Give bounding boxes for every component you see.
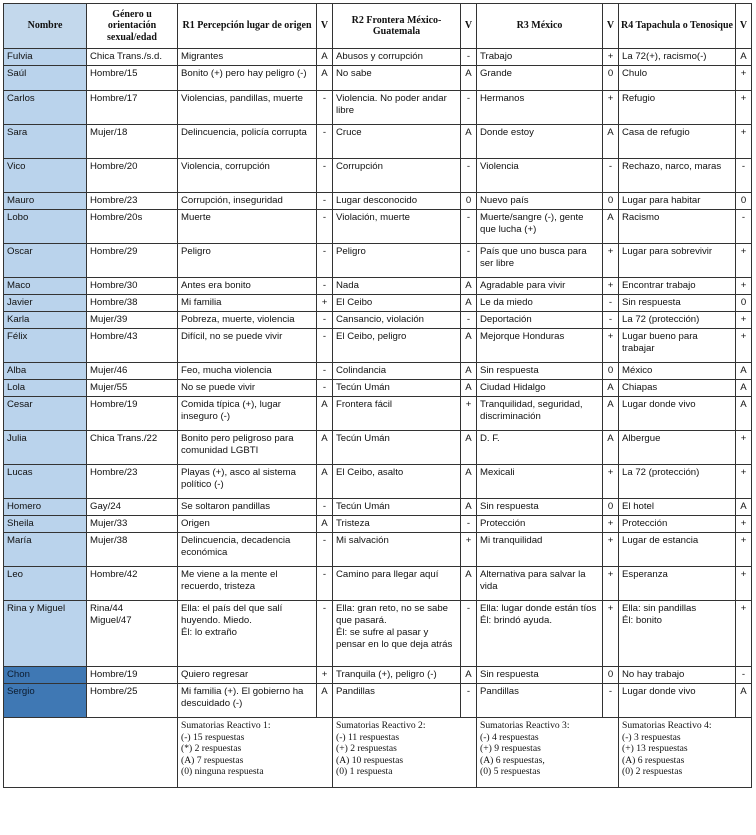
- name-cell: Lucas: [4, 465, 87, 499]
- name-cell: Mauro: [4, 193, 87, 210]
- r2-cell: Abusos y corrupción: [333, 49, 461, 66]
- name-cell: Oscar: [4, 244, 87, 278]
- r2-cell: Violación, muerte: [333, 210, 461, 244]
- table-row: [4, 312, 752, 329]
- r2-cell: El Ceibo: [333, 295, 461, 312]
- summary-r4: Sumatorias Reactivo 4: (-) 3 respuestas (+) 13 respuestas (A) 6 respuestas (0) 2 respuestas: [619, 718, 752, 788]
- r3-cell: Agradable para vivir: [477, 278, 603, 295]
- name-cell: Vico: [4, 159, 87, 193]
- r3-cell: Grande: [477, 66, 603, 91]
- v3-cell: +: [603, 516, 619, 533]
- v3-cell: 0: [603, 363, 619, 380]
- v1-cell: A: [317, 66, 333, 91]
- r1-cell: Antes era bonito: [178, 278, 317, 295]
- v3-cell: A: [603, 125, 619, 159]
- v3-cell: -: [603, 312, 619, 329]
- gender-cell: Hombre/38: [87, 295, 178, 312]
- v4-cell: 0: [736, 295, 752, 312]
- header-r4: R4 Tapachula o Tenosique: [619, 4, 736, 49]
- v4-cell: A: [736, 49, 752, 66]
- r3-cell: Deportación: [477, 312, 603, 329]
- v3-cell: 0: [603, 66, 619, 91]
- table-row: [4, 49, 752, 66]
- r1-cell: Me viene a la mente el recuerdo, tristeza: [178, 567, 317, 601]
- table-row: [4, 516, 752, 533]
- r3-cell: Mexicali: [477, 465, 603, 499]
- v4-cell: +: [736, 244, 752, 278]
- table-row: [4, 329, 752, 363]
- name-cell: Cesar: [4, 397, 87, 431]
- gender-cell: Hombre/30: [87, 278, 178, 295]
- r1-cell: Feo, mucha violencia: [178, 363, 317, 380]
- gender-cell: Rina/44 Miguel/47: [87, 601, 178, 667]
- v4-cell: +: [736, 516, 752, 533]
- r4-cell: Sin respuesta: [619, 295, 736, 312]
- table-row: [4, 431, 752, 465]
- v4-cell: 0: [736, 193, 752, 210]
- name-cell: Sara: [4, 125, 87, 159]
- gender-cell: Hombre/29: [87, 244, 178, 278]
- r1-cell: Difícil, no se puede vivir: [178, 329, 317, 363]
- v4-cell: +: [736, 533, 752, 567]
- r3-cell: Hermanos: [477, 91, 603, 125]
- v3-cell: 0: [603, 193, 619, 210]
- r2-cell: Lugar desconocido: [333, 193, 461, 210]
- table-row: [4, 499, 752, 516]
- v2-cell: A: [461, 465, 477, 499]
- r4-cell: Encontrar trabajo: [619, 278, 736, 295]
- v2-cell: A: [461, 499, 477, 516]
- v4-cell: +: [736, 278, 752, 295]
- header-row: [4, 4, 752, 49]
- table-row: [4, 244, 752, 278]
- r2-cell: Frontera fácil: [333, 397, 461, 431]
- table-row: [4, 66, 752, 91]
- r3-cell: Ciudad Hidalgo: [477, 380, 603, 397]
- gender-cell: Chica Trans./22: [87, 431, 178, 465]
- header-r3: R3 México: [477, 4, 603, 49]
- name-cell: Lola: [4, 380, 87, 397]
- gender-cell: Hombre/17: [87, 91, 178, 125]
- v4-cell: +: [736, 329, 752, 363]
- r1-cell: Quiero regresar: [178, 667, 317, 684]
- r4-cell: Ella: sin pandillas Él: bonito: [619, 601, 736, 667]
- v4-cell: +: [736, 567, 752, 601]
- table-row: [4, 684, 752, 718]
- v3-cell: -: [603, 159, 619, 193]
- v1-cell: -: [317, 601, 333, 667]
- name-cell: Sergio: [4, 684, 87, 718]
- r2-cell: Cansancio, violación: [333, 312, 461, 329]
- v4-cell: A: [736, 397, 752, 431]
- v1-cell: -: [317, 533, 333, 567]
- v4-cell: +: [736, 125, 752, 159]
- r1-cell: Origen: [178, 516, 317, 533]
- r3-cell: Tranquilidad, seguridad, discriminación: [477, 397, 603, 431]
- r2-cell: Colindancia: [333, 363, 461, 380]
- r2-cell: Corrupción: [333, 159, 461, 193]
- r1-cell: Pobreza, muerte, violencia: [178, 312, 317, 329]
- name-cell: Julia: [4, 431, 87, 465]
- table-body: [4, 49, 752, 788]
- gender-cell: Hombre/19: [87, 667, 178, 684]
- v3-cell: -: [603, 684, 619, 718]
- v2-cell: A: [461, 329, 477, 363]
- gender-cell: Hombre/19: [87, 397, 178, 431]
- r4-cell: Protección: [619, 516, 736, 533]
- v2-cell: -: [461, 49, 477, 66]
- r1-cell: Se soltaron pandillas: [178, 499, 317, 516]
- summary-r3: Sumatorias Reactivo 3: (-) 4 respuestas (+) 9 respuestas (A) 6 respuestas, (0) 5 respuestas: [477, 718, 619, 788]
- r2-cell: Camino para llegar aquí: [333, 567, 461, 601]
- r4-cell: Lugar de estancia: [619, 533, 736, 567]
- v4-cell: +: [736, 66, 752, 91]
- v2-cell: +: [461, 533, 477, 567]
- v4-cell: -: [736, 159, 752, 193]
- r1-cell: Ella: el país del que salí huyendo. Miedo. Él: lo extraño: [178, 601, 317, 667]
- r3-cell: Violencia: [477, 159, 603, 193]
- v4-cell: A: [736, 684, 752, 718]
- gender-cell: Gay/24: [87, 499, 178, 516]
- v4-cell: +: [736, 91, 752, 125]
- r4-cell: Casa de refugio: [619, 125, 736, 159]
- v3-cell: A: [603, 210, 619, 244]
- r3-cell: Sin respuesta: [477, 363, 603, 380]
- v3-cell: +: [603, 567, 619, 601]
- v4-cell: +: [736, 312, 752, 329]
- gender-cell: Hombre/43: [87, 329, 178, 363]
- name-cell: Rina y Miguel: [4, 601, 87, 667]
- v1-cell: -: [317, 210, 333, 244]
- r2-cell: Tecún Umán: [333, 431, 461, 465]
- v3-cell: -: [603, 295, 619, 312]
- gender-cell: Mujer/38: [87, 533, 178, 567]
- v1-cell: -: [317, 193, 333, 210]
- name-cell: Javier: [4, 295, 87, 312]
- v4-cell: +: [736, 601, 752, 667]
- r3-cell: Ella: lugar donde están tíos Él: brindó ayuda.: [477, 601, 603, 667]
- v2-cell: -: [461, 244, 477, 278]
- r2-cell: No sabe: [333, 66, 461, 91]
- header-v4: V: [736, 4, 752, 49]
- v1-cell: +: [317, 295, 333, 312]
- v1-cell: A: [317, 397, 333, 431]
- v4-cell: +: [736, 431, 752, 465]
- v1-cell: A: [317, 431, 333, 465]
- r4-cell: Albergue: [619, 431, 736, 465]
- gender-cell: Hombre/42: [87, 567, 178, 601]
- r4-cell: Esperanza: [619, 567, 736, 601]
- v1-cell: -: [317, 244, 333, 278]
- v2-cell: A: [461, 431, 477, 465]
- r3-cell: Muerte/sangre (-), gente que lucha (+): [477, 210, 603, 244]
- r2-cell: Peligro: [333, 244, 461, 278]
- summary-r2: Sumatorias Reactivo 2: (-) 11 respuestas (+) 2 respuestas (A) 10 respuestas (0) 1 respuesta: [333, 718, 477, 788]
- r2-cell: Ella: gran reto, no se sabe que pasará. Él: se sufre al pasar y pensar en lo que deja atrás: [333, 601, 461, 667]
- table-row: [4, 533, 752, 567]
- v2-cell: A: [461, 363, 477, 380]
- responses-table: [3, 3, 752, 788]
- v1-cell: -: [317, 91, 333, 125]
- header-v1: V: [317, 4, 333, 49]
- summary-r1: Sumatorias Reactivo 1: (-) 15 respuestas (*) 2 respuestas (A) 7 respuestas (0) ninguna respuesta: [178, 718, 333, 788]
- header-v2: V: [461, 4, 477, 49]
- r2-cell: Mi salvación: [333, 533, 461, 567]
- gender-cell: Hombre/20: [87, 159, 178, 193]
- v1-cell: +: [317, 667, 333, 684]
- r3-cell: Nuevo país: [477, 193, 603, 210]
- summary-blank-cell: [4, 718, 178, 788]
- r4-cell: Chiapas: [619, 380, 736, 397]
- name-cell: Lobo: [4, 210, 87, 244]
- table-row: [4, 278, 752, 295]
- r2-cell: Nada: [333, 278, 461, 295]
- name-cell: Fulvia: [4, 49, 87, 66]
- r1-cell: Violencias, pandillas, muerte: [178, 91, 317, 125]
- r3-cell: Mi tranquilidad: [477, 533, 603, 567]
- r4-cell: No hay trabajo: [619, 667, 736, 684]
- name-cell: Homero: [4, 499, 87, 516]
- header-r2: R2 Frontera México-Guatemala: [333, 4, 461, 49]
- v2-cell: 0: [461, 193, 477, 210]
- v1-cell: -: [317, 312, 333, 329]
- table-row: [4, 397, 752, 431]
- v3-cell: A: [603, 380, 619, 397]
- v2-cell: A: [461, 66, 477, 91]
- r4-cell: Refugio: [619, 91, 736, 125]
- r2-cell: Violencia. No poder andar libre: [333, 91, 461, 125]
- r4-cell: La 72 (protección): [619, 312, 736, 329]
- table-row: [4, 380, 752, 397]
- v3-cell: A: [603, 397, 619, 431]
- v2-cell: -: [461, 91, 477, 125]
- v2-cell: A: [461, 278, 477, 295]
- r3-cell: Trabajo: [477, 49, 603, 66]
- r4-cell: La 72(+), racismo(-): [619, 49, 736, 66]
- gender-cell: Mujer/18: [87, 125, 178, 159]
- r4-cell: Rechazo, narco, maras: [619, 159, 736, 193]
- r4-cell: Chulo: [619, 66, 736, 91]
- r4-cell: Lugar para sobrevivir: [619, 244, 736, 278]
- r3-cell: Alternativa para salvar la vida: [477, 567, 603, 601]
- table-row: [4, 295, 752, 312]
- v1-cell: -: [317, 329, 333, 363]
- gender-cell: Mujer/33: [87, 516, 178, 533]
- table-row: [4, 193, 752, 210]
- r1-cell: No se puede vivir: [178, 380, 317, 397]
- name-cell: Carlos: [4, 91, 87, 125]
- r4-cell: La 72 (protección): [619, 465, 736, 499]
- v1-cell: A: [317, 684, 333, 718]
- v2-cell: A: [461, 567, 477, 601]
- table-row: [4, 667, 752, 684]
- v3-cell: +: [603, 49, 619, 66]
- header-gender: Género u orientación sexual/edad: [87, 4, 178, 49]
- v2-cell: A: [461, 380, 477, 397]
- gender-cell: Hombre/15: [87, 66, 178, 91]
- r3-cell: D. F.: [477, 431, 603, 465]
- r4-cell: Lugar donde vivo: [619, 684, 736, 718]
- v4-cell: A: [736, 380, 752, 397]
- v1-cell: -: [317, 567, 333, 601]
- gender-cell: Mujer/39: [87, 312, 178, 329]
- r3-cell: Sin respuesta: [477, 667, 603, 684]
- header-r1: R1 Percepción lugar de origen: [178, 4, 317, 49]
- name-cell: Leo: [4, 567, 87, 601]
- gender-cell: Mujer/55: [87, 380, 178, 397]
- r3-cell: Sin respuesta: [477, 499, 603, 516]
- v1-cell: -: [317, 499, 333, 516]
- table-row: [4, 91, 752, 125]
- name-cell: Saúl: [4, 66, 87, 91]
- r4-cell: Lugar para habitar: [619, 193, 736, 210]
- name-cell: Karla: [4, 312, 87, 329]
- r1-cell: Bonito pero peligroso para comunidad LGBTI: [178, 431, 317, 465]
- gender-cell: Hombre/25: [87, 684, 178, 718]
- v1-cell: A: [317, 49, 333, 66]
- name-cell: Félix: [4, 329, 87, 363]
- r1-cell: Mi familia (+). El gobierno ha descuidado (-): [178, 684, 317, 718]
- table-row: [4, 465, 752, 499]
- r4-cell: El hotel: [619, 499, 736, 516]
- r1-cell: Violencia, corrupción: [178, 159, 317, 193]
- r1-cell: Mi familia: [178, 295, 317, 312]
- table-row: [4, 210, 752, 244]
- r1-cell: Playas (+), asco al sistema político (-): [178, 465, 317, 499]
- gender-cell: Chica Trans./s.d.: [87, 49, 178, 66]
- v2-cell: -: [461, 684, 477, 718]
- r4-cell: México: [619, 363, 736, 380]
- v2-cell: A: [461, 295, 477, 312]
- summary-row: [4, 718, 752, 788]
- name-cell: Sheila: [4, 516, 87, 533]
- v2-cell: -: [461, 601, 477, 667]
- v2-cell: -: [461, 312, 477, 329]
- table-row: [4, 567, 752, 601]
- r1-cell: Delincuencia, policía corrupta: [178, 125, 317, 159]
- r2-cell: Tristeza: [333, 516, 461, 533]
- r2-cell: El Ceibo, peligro: [333, 329, 461, 363]
- v1-cell: -: [317, 380, 333, 397]
- r3-cell: Donde estoy: [477, 125, 603, 159]
- name-cell: Chon: [4, 667, 87, 684]
- r3-cell: Pandillas: [477, 684, 603, 718]
- v3-cell: +: [603, 533, 619, 567]
- gender-cell: Hombre/20s: [87, 210, 178, 244]
- header-name: Nombre: [4, 4, 87, 49]
- v3-cell: +: [603, 601, 619, 667]
- gender-cell: Hombre/23: [87, 193, 178, 210]
- gender-cell: Mujer/46: [87, 363, 178, 380]
- v1-cell: -: [317, 363, 333, 380]
- r3-cell: Le da miedo: [477, 295, 603, 312]
- r2-cell: Tecún Umán: [333, 499, 461, 516]
- name-cell: María: [4, 533, 87, 567]
- r4-cell: Lugar bueno para trabajar: [619, 329, 736, 363]
- r1-cell: Corrupción, inseguridad: [178, 193, 317, 210]
- r1-cell: Comida típica (+), lugar inseguro (-): [178, 397, 317, 431]
- v4-cell: A: [736, 499, 752, 516]
- document-page: [3, 3, 751, 788]
- v4-cell: +: [736, 465, 752, 499]
- v4-cell: -: [736, 210, 752, 244]
- table-row: [4, 159, 752, 193]
- v1-cell: A: [317, 516, 333, 533]
- r2-cell: Pandillas: [333, 684, 461, 718]
- r2-cell: Tranquila (+), peligro (-): [333, 667, 461, 684]
- v2-cell: +: [461, 397, 477, 431]
- v3-cell: 0: [603, 667, 619, 684]
- table-row: [4, 363, 752, 380]
- v1-cell: A: [317, 465, 333, 499]
- v2-cell: A: [461, 125, 477, 159]
- v1-cell: -: [317, 278, 333, 295]
- v4-cell: -: [736, 667, 752, 684]
- v3-cell: +: [603, 329, 619, 363]
- r3-cell: Protección: [477, 516, 603, 533]
- r4-cell: Racismo: [619, 210, 736, 244]
- v3-cell: +: [603, 244, 619, 278]
- v2-cell: -: [461, 159, 477, 193]
- v1-cell: -: [317, 125, 333, 159]
- r1-cell: Peligro: [178, 244, 317, 278]
- v3-cell: +: [603, 278, 619, 295]
- name-cell: Maco: [4, 278, 87, 295]
- header-v3: V: [603, 4, 619, 49]
- r1-cell: Muerte: [178, 210, 317, 244]
- v3-cell: +: [603, 465, 619, 499]
- r4-cell: Lugar donde vivo: [619, 397, 736, 431]
- r2-cell: Tecún Umán: [333, 380, 461, 397]
- r2-cell: El Ceibo, asalto: [333, 465, 461, 499]
- r1-cell: Delincuencia, decadencia económica: [178, 533, 317, 567]
- r2-cell: Cruce: [333, 125, 461, 159]
- v2-cell: -: [461, 516, 477, 533]
- v3-cell: +: [603, 91, 619, 125]
- name-cell: Alba: [4, 363, 87, 380]
- gender-cell: Hombre/23: [87, 465, 178, 499]
- v3-cell: 0: [603, 499, 619, 516]
- v2-cell: A: [461, 667, 477, 684]
- table-row: [4, 125, 752, 159]
- r1-cell: Migrantes: [178, 49, 317, 66]
- v3-cell: A: [603, 431, 619, 465]
- r1-cell: Bonito (+) pero hay peligro (-): [178, 66, 317, 91]
- v2-cell: -: [461, 210, 477, 244]
- r3-cell: Mejorque Honduras: [477, 329, 603, 363]
- v1-cell: -: [317, 159, 333, 193]
- table-row: [4, 601, 752, 667]
- v4-cell: A: [736, 363, 752, 380]
- r3-cell: País que uno busca para ser libre: [477, 244, 603, 278]
